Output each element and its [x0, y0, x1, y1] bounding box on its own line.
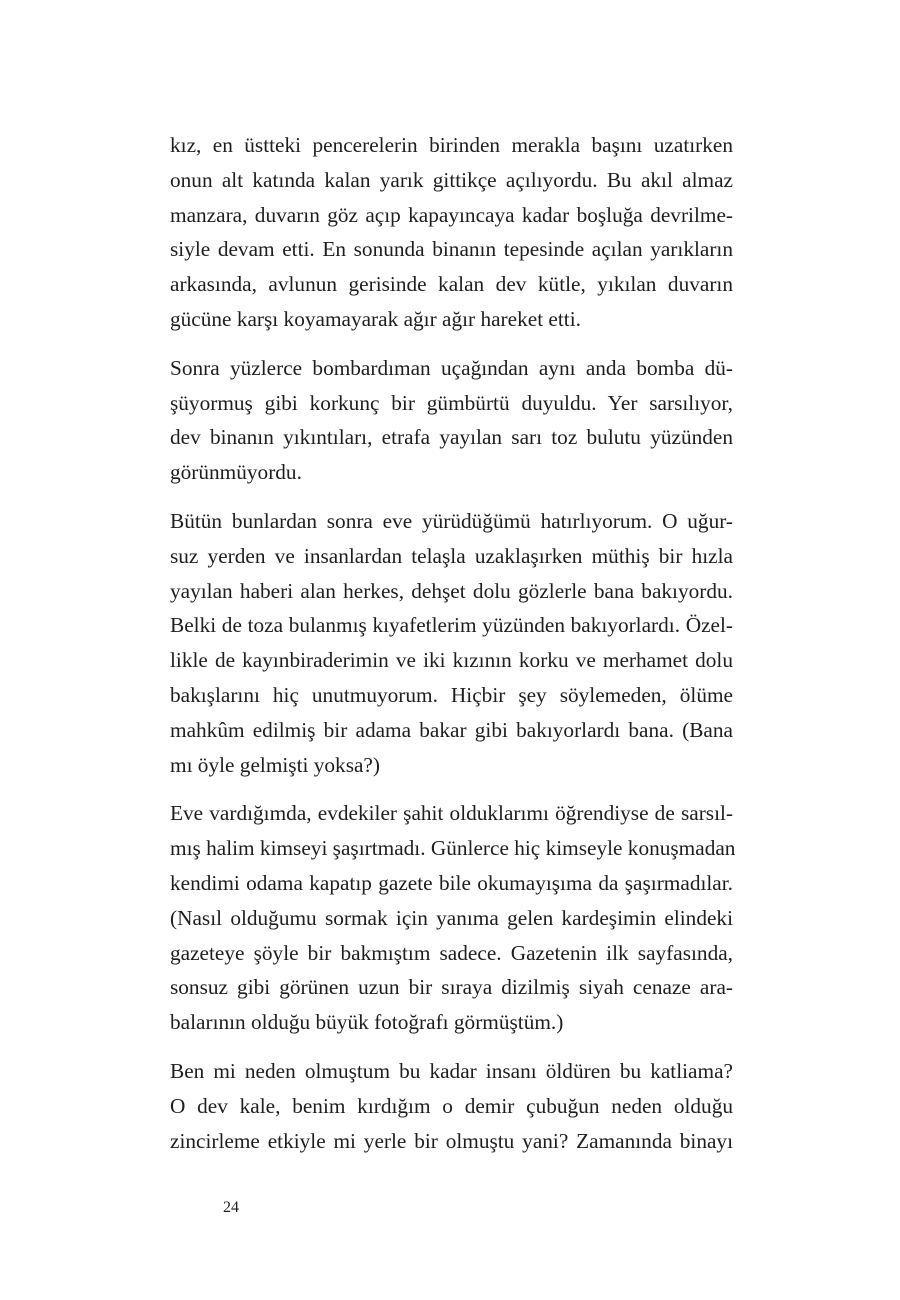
paragraph-3 — [170, 504, 733, 782]
text-line: siyle devam etti. En sonunda binanın tepesinde açılan yarıkların — [170, 237, 733, 262]
text-line: suz yerden ve insanlardan telaşla uzaklaşırken müthiş bir hızla — [170, 543, 733, 568]
page-number: 24 — [223, 1199, 239, 1216]
text-line: gazeteye şöyle bir bakmıştım sadece. Gazetenin ilk sayfasında, — [170, 940, 733, 965]
text-line: yayılan haberi alan herkes, dehşet dolu gözlerle bana bakıyordu. — [170, 578, 733, 603]
text-line: görünmüyordu. — [170, 460, 302, 485]
paragraph-4 — [170, 796, 736, 1040]
text-line: Ben mi neden olmuştum bu kadar insanı öldüren bu katliama? — [170, 1058, 733, 1083]
paragraph-5 — [170, 1054, 733, 1158]
text-line: balarının olduğu büyük fotoğrafı görmüştüm.) — [170, 1010, 564, 1035]
text-line: onun alt katında kalan yarık gittikçe açılıyordu. Bu akıl almaz — [170, 167, 733, 192]
text-line: mış halim kimseyi şaşırtmadı. Günlerce hiç kimseyle konuşmadan — [170, 836, 736, 861]
text-line: arkasında, avlunun gerisinde kalan dev kütle, yıkılan duvarın — [170, 272, 733, 297]
text-line: mahkûm edilmiş bir adama bakar gibi bakıyorlardı bana. (Bana — [170, 717, 733, 742]
paragraph-1 — [170, 128, 733, 337]
text-line: O dev kale, benim kırdığım o demir çubuğun neden olduğu — [170, 1093, 733, 1118]
text-line: kendimi odama kapatıp gazete bile okumayışıma da şaşırmadılar. — [170, 870, 733, 895]
text-line: Belki de toza bulanmış kıyafetlerim yüzünden bakıyorlardı. Özel- — [170, 613, 733, 638]
paragraph-2 — [170, 351, 733, 490]
text-line: likle de kayınbiraderimin ve iki kızının korku ve merhamet dolu — [170, 648, 733, 673]
text-line: gücüne karşı koyamayarak ağır ağır hareket etti. — [170, 306, 581, 331]
text-line: zincirleme etkiyle mi yerle bir olmuştu yani? Zamanında binayı — [170, 1128, 733, 1153]
text-line: sonsuz gibi görünen uzun bir sıraya dizilmiş siyah cenaze ara- — [170, 975, 733, 1000]
text-line: şüyormuş gibi korkunç bir gümbürtü duyuldu. Yer sarsılıyor, — [170, 390, 733, 415]
text-line: Sonra yüzlerce bombardıman uçağından aynı anda bomba dü- — [170, 355, 733, 380]
text-line: dev binanın yıkıntıları, etrafa yayılan sarı toz bulutu yüzünden — [170, 425, 733, 450]
text-line: kız, en üstteki pencerelerin birinden merakla başını uzatırken — [170, 133, 733, 157]
text-line: Eve vardığımda, evdekiler şahit olduklarımı öğrendiyse de sarsıl- — [170, 801, 733, 826]
text-line: manzara, duvarın göz açıp kapayıncaya kadar boşluğa devrilme- — [170, 202, 733, 227]
text-line: Bütün bunlardan sonra eve yürüdüğümü hatırlıyorum. O uğur- — [170, 508, 733, 533]
body-text — [170, 128, 736, 1172]
text-line: (Nasıl olduğumu sormak için yanıma gelen kardeşimin elindeki — [170, 905, 733, 930]
text-line: mı öyle gelmişti yoksa?) — [170, 752, 380, 777]
text-line: bakışlarını hiç unutmuyorum. Hiçbir şey söylemeden, ölüme — [170, 682, 733, 707]
